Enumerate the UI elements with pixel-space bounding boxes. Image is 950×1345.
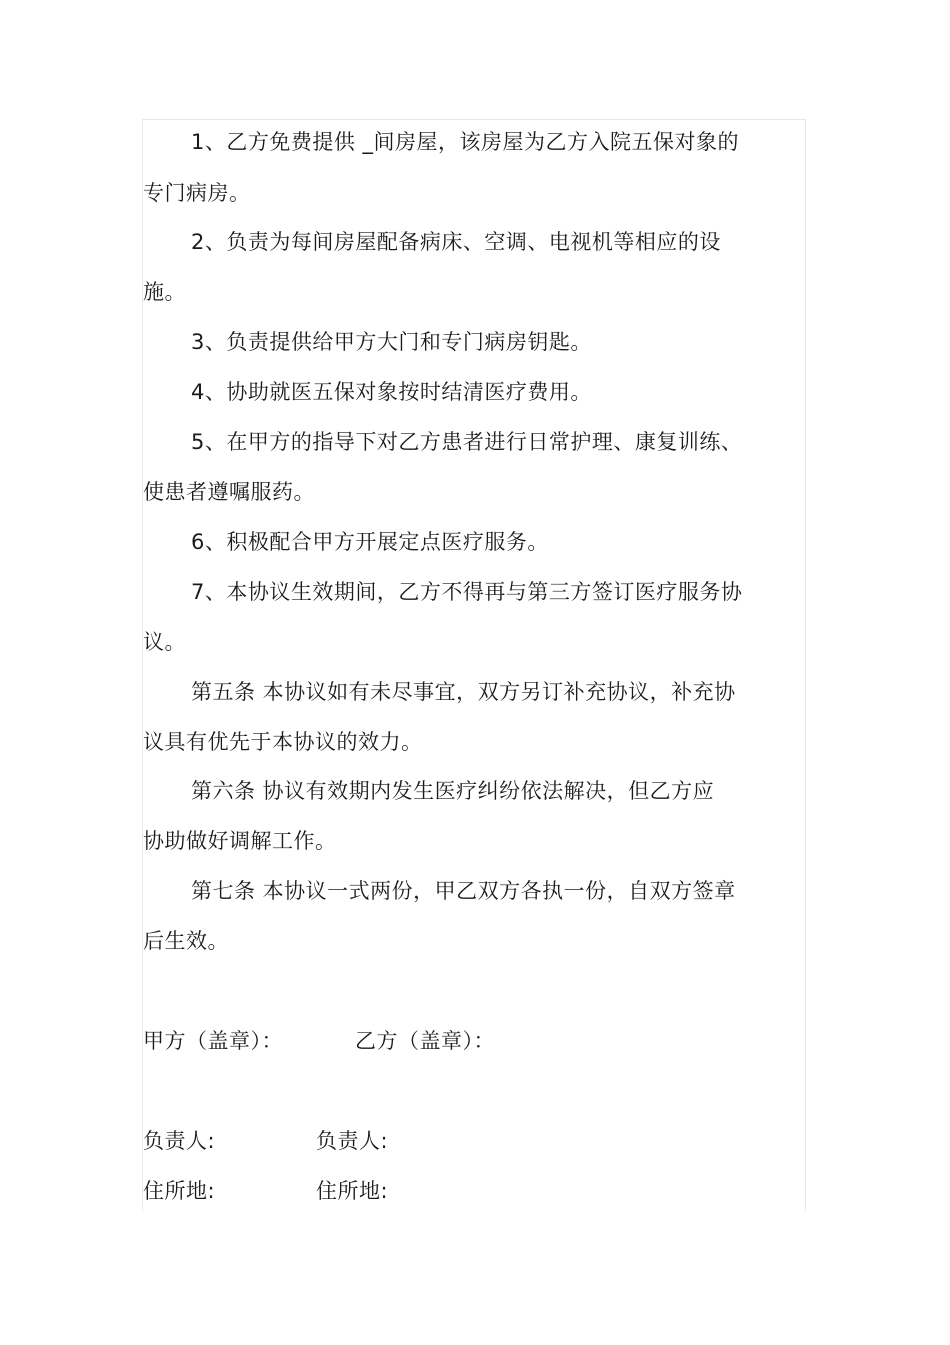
article-5-line-1: 第五条 本协议如有未尽事宜，双方另订补充协议，补充协 (191, 680, 736, 704)
article-5-line-2: 议具有优先于本协议的效力。 (143, 730, 423, 754)
clause-1-line-2: 专门病房。 (143, 181, 251, 205)
clause-5-line-2: 使患者遵嘱服药。 (143, 480, 315, 504)
clause-5-line-1: 5、在甲方的指导下对乙方患者进行日常护理、康复训练、 (191, 430, 743, 454)
party-a-address-label: 住所地: (143, 1179, 216, 1203)
clause-7-line-2: 议。 (143, 630, 186, 654)
clause-2-line-2: 施。 (143, 280, 186, 304)
party-b-seal-label: 乙方（盖章）： (355, 1029, 495, 1053)
document-page (142, 119, 806, 1211)
party-b-address-label: 住所地: (316, 1179, 389, 1203)
clause-2-line-1: 2、负责为每间房屋配备病床、空调、电视机等相应的设 (191, 230, 721, 254)
clause-3-line-1: 3、负责提供给甲方大门和专门病房钥匙。 (191, 330, 592, 354)
article-7-line-2: 后生效。 (143, 929, 229, 953)
clause-1-line-1: 1、乙方免费提供 _间房屋，该房屋为乙方入院五保对象的 (191, 130, 740, 154)
party-a-seal-label: 甲方（盖章）： (143, 1029, 283, 1053)
article-6-line-2: 协助做好调解工作。 (143, 829, 337, 853)
clause-4-line-1: 4、协助就医五保对象按时结清医疗费用。 (191, 380, 592, 404)
article-6-line-1: 第六条 协议有效期内发生医疗纠纷依法解决，但乙方应 (191, 779, 715, 803)
party-a-person-label: 负责人: (143, 1129, 216, 1153)
clause-7-line-1: 7、本协议生效期间，乙方不得再与第三方签订医疗服务协 (191, 580, 743, 604)
clause-6-line-1: 6、积极配合甲方开展定点医疗服务。 (191, 530, 549, 554)
article-7-line-1: 第七条 本协议一式两份，甲乙双方各执一份，自双方签章 (191, 879, 736, 903)
party-b-person-label: 负责人: (316, 1129, 389, 1153)
